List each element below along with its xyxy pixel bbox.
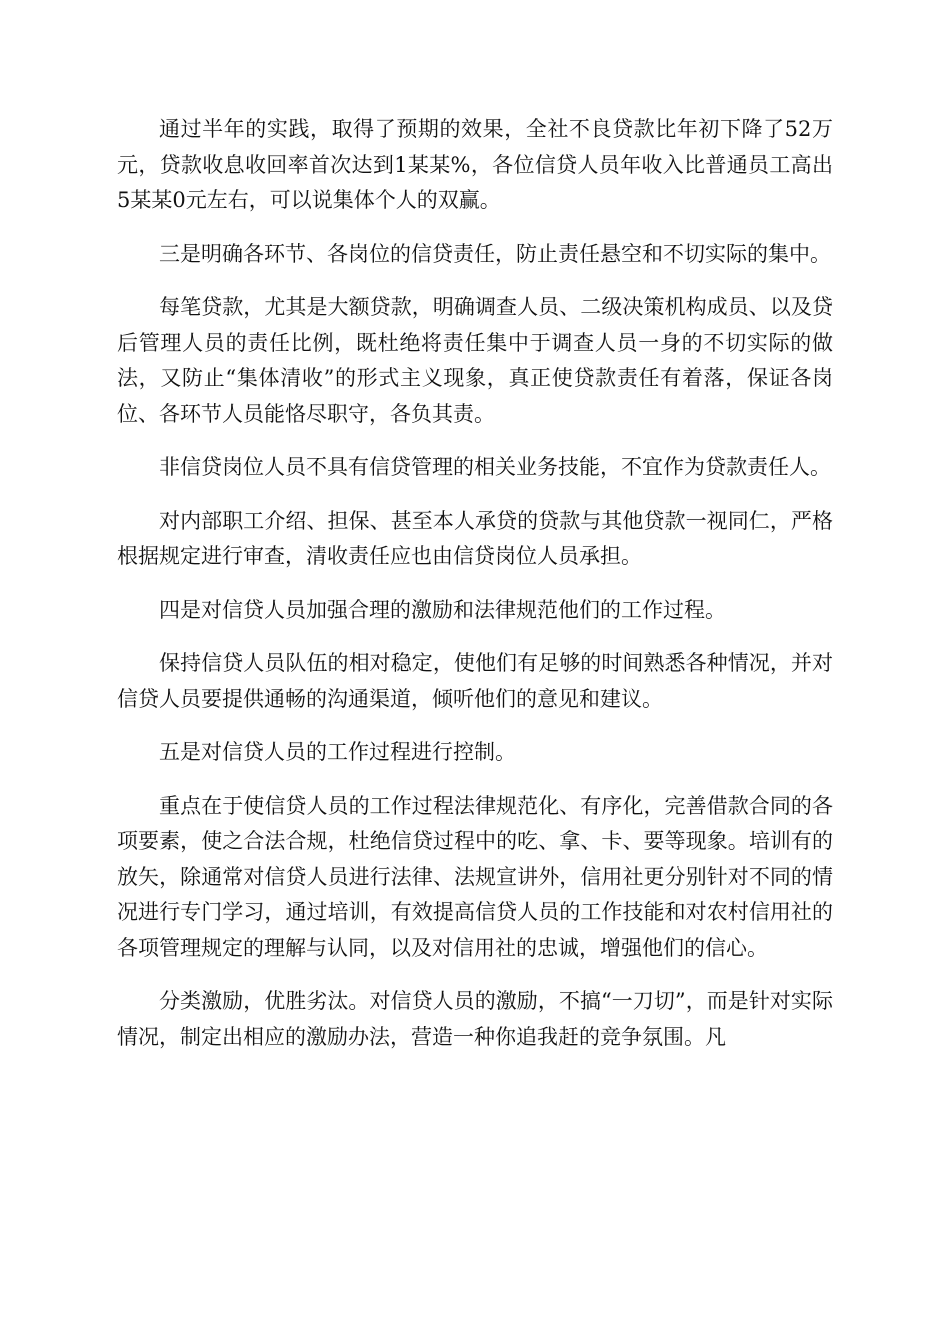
- paragraph-point-four: 四是对信贷人员加强合理的激励和法律规范他们的工作过程。: [159, 597, 726, 622]
- paragraph-team-stability: 保持信贷人员队伍的相对稳定，使他们有足够的时间熟悉各种情况，并对信贷人员要提供通畅的沟通渠道，倾听他们的意见和建议。: [117, 651, 833, 711]
- paragraph-results: 通过半年的实践，取得了预期的效果，全社不良贷款比年初下降了52万元，贷款收息收回率首次达到1某某%，各位信贷人员年收入比普通员工高出5某某0元左右，可以说集体个人的双赢。: [117, 117, 833, 212]
- paragraph-process-control: 重点在于使信贷人员的工作过程法律规范化、有序化，完善借款合同的各项要素，使之合法合规，杜绝信贷过程中的吃、拿、卡、要等现象。培训有的放矢，除通常对信贷人员进行法律、法规宣讲外，信用社更分别针对不同的情况进行专门学习，通过培训，有效提高信贷人员的工作技能和对农村信用社的各项管理规定的理解与认同，以及对信用社的忠诚，增强他们的信心。: [117, 793, 833, 960]
- document-page: [117, 112, 833, 1073]
- paragraph-non-credit-staff: 非信贷岗位人员不具有信贷管理的相关业务技能，不宜作为贷款责任人。: [159, 455, 831, 479]
- paragraph-loan-responsibility: 每笔贷款，尤其是大额贷款，明确调查人员、二级决策机构成员、以及贷后管理人员的责任比例，既杜绝将责任集中于调查人员一身的不切实际的做法，又防止“集体清收”的形式主义现象，真正使贷款责任有着落，保证各岗位、各环节人员能恪尽职守，各负其责。: [117, 295, 833, 426]
- paragraph-point-five: 五是对信贷人员的工作过程进行控制。: [159, 740, 516, 764]
- paragraph-classified-incentives: 分类激励，优胜劣汰。对信贷人员的激励，不搞“一刀切”，而是针对实际情况，制定出相应的激励办法，营造一种你追我赶的竞争氛围。凡: [117, 989, 833, 1049]
- paragraph-internal-staff-loans: 对内部职工介绍、担保、甚至本人承贷的贷款与其他贷款一视同仁，严格根据规定进行审查，清收责任应也由信贷岗位人员承担。: [117, 508, 833, 568]
- paragraph-point-three: 三是明确各环节、各岗位的信贷责任，防止责任悬空和不切实际的集中。: [159, 241, 831, 266]
